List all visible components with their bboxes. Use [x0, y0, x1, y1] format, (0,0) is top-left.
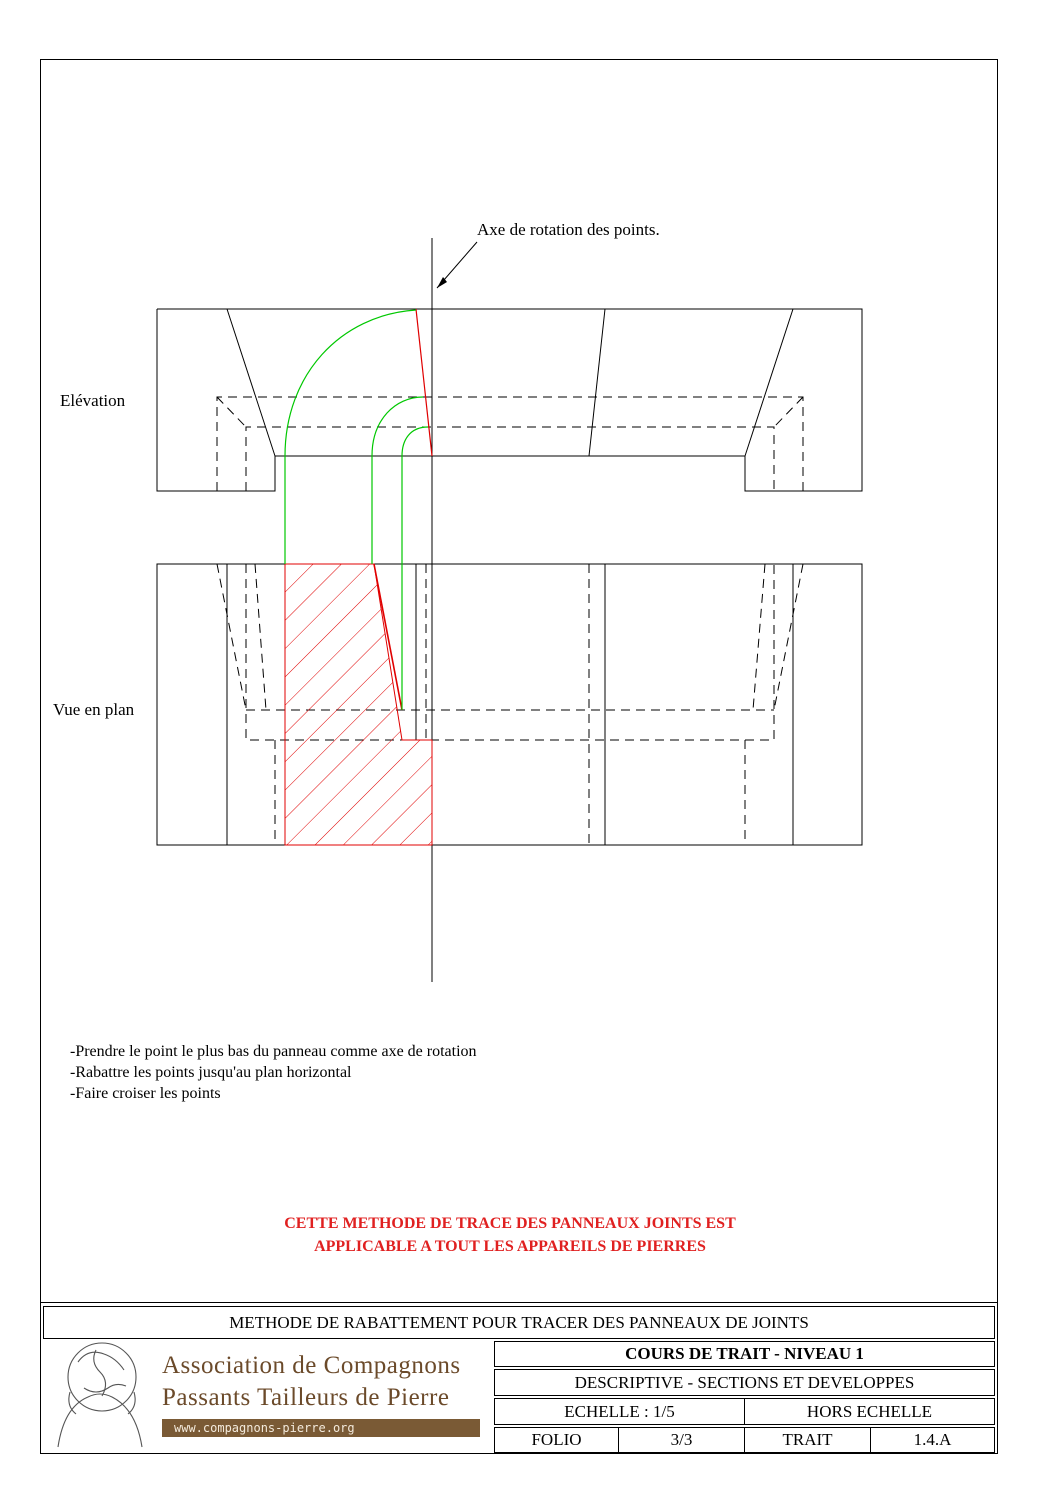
- logo-url: www.compagnons-pierre.org: [162, 1419, 480, 1437]
- folio-value-cell: 3/3: [618, 1427, 745, 1453]
- plan-hatched-panel: [285, 564, 432, 845]
- main-title: METHODE DE RABATTEMENT POUR TRACER DES PANNEAUX DE JOINTS: [43, 1306, 995, 1339]
- course-cell: COURS DE TRAIT - NIVEAU 1: [494, 1341, 995, 1367]
- elevation-joint-panel: [416, 309, 432, 456]
- trait-value-cell: 1.4.A: [870, 1427, 995, 1453]
- plan-label: Vue en plan: [53, 700, 135, 719]
- elevation-view: [157, 309, 862, 491]
- instructions: [70, 1041, 477, 1104]
- axis-note-label: Axe de rotation des points.: [477, 220, 660, 239]
- warning-line-1: CETTE METHODE DE TRACE DES PANNEAUX JOINTS EST: [284, 1215, 736, 1232]
- warning-line-2: APPLICABLE A TOUT LES APPAREILS DE PIERRES: [314, 1238, 706, 1255]
- subject-cell: DESCRIPTIVE - SECTIONS ET DEVELOPPES: [494, 1369, 995, 1396]
- instruction-line: -Faire croiser les points: [70, 1085, 221, 1102]
- scale-note-cell: HORS ECHELLE: [744, 1398, 995, 1425]
- folio-label-cell: FOLIO: [494, 1427, 619, 1453]
- axis-leader: [437, 242, 477, 288]
- trait-label-cell: TRAIT: [744, 1427, 871, 1453]
- instruction-line: -Rabattre les points jusqu'au plan horizontal: [70, 1064, 352, 1081]
- elevation-label: Elévation: [60, 391, 126, 410]
- instruction-line: -Prendre le point le plus bas du panneau comme axe de rotation: [70, 1043, 477, 1060]
- logo-line-1: Association de Compagnons: [162, 1352, 461, 1379]
- scale-cell: ECHELLE : 1/5: [494, 1398, 745, 1425]
- plan-view: [157, 564, 862, 845]
- logo-line-2: Passants Tailleurs de Pierre: [162, 1384, 450, 1411]
